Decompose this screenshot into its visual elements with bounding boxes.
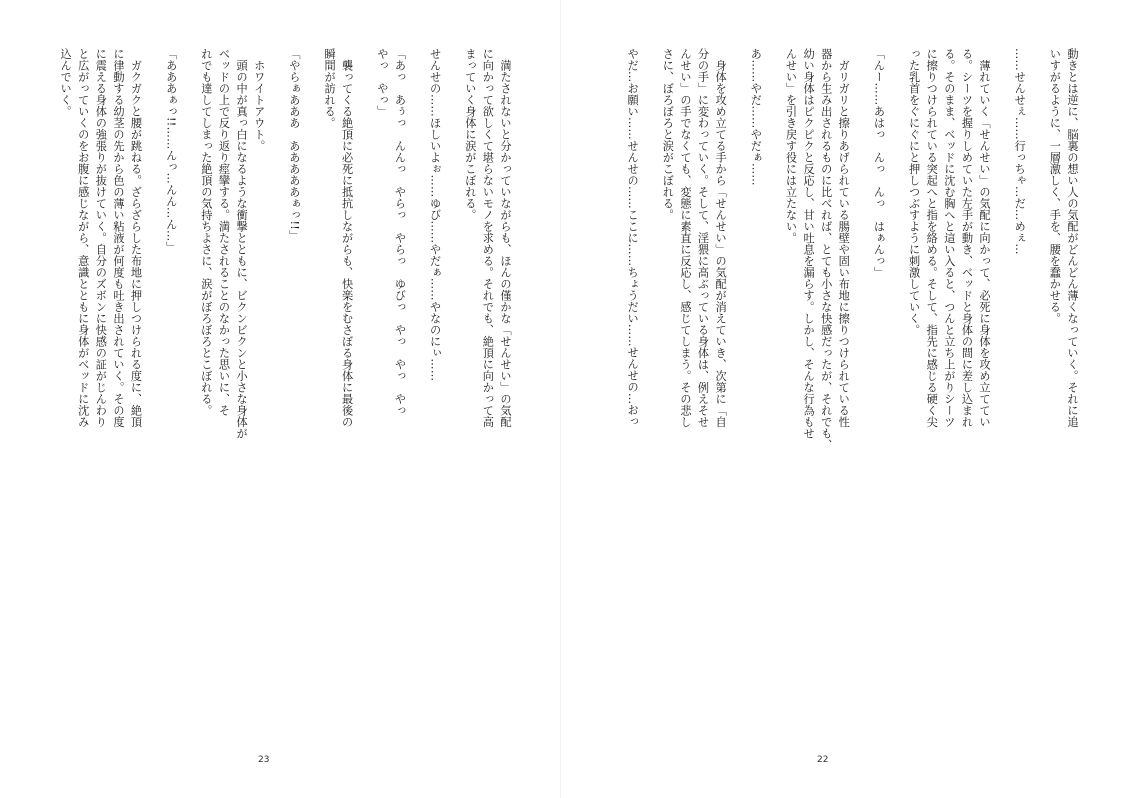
text-line: んせい」の手でなくても、変態に素直に反応し、感じてしまう。その悲し [678,48,692,428]
text-line: ガクガクと腰が跳ねる。ざらざらした布地に押しつけられる度に、絶頂 [129,48,143,428]
text-line: やだ…お願い……せんせの……ここに……ちょうだい……せんせの…おっ [626,48,640,428]
text-line: ホワイトアウト。 [252,48,266,152]
text-line [268,48,286,728]
text-line: 襲ってくる絶頂に必死に抵抗しながらも、快楽をむさぼる身体に最後の [340,48,354,428]
text-line [852,48,870,728]
page-number: 23 [258,755,270,765]
text-line: あ……やだ……やだぁ…… [749,48,763,186]
text-line: 「あっ あぅっ んんっ やらっ やらっ ゆびっ やっ やっ やっ [393,48,407,416]
text-line: 「あああぁっ!!……んっ…んん…ん…」 [164,48,178,254]
text-line: った乳首をぐにぐにと押しつぶすように刺激していく。 [907,48,921,336]
text-line: に震える身体の強張りが抜けていく。自分のズボンに快感の証がじんわり [94,48,108,428]
text-line: れでも達してしまった絶頂の気持ちよさに、涙がぼろぼろとこぼれる。 [199,48,213,416]
text-line: 分の手」に変わっていく。そして、淫猥に高ぶっている身体は、例えそせ [696,48,710,428]
text-line [764,48,782,728]
text-line [408,48,426,728]
text-line [993,48,1011,728]
text-line: やっ やっ」 [375,48,389,117]
text-line: 器から生み出されるものに比べれば、とても小さな快感だったが、それでも、 [819,48,833,451]
page-number: 22 [817,755,829,765]
text-line: 「やらぁあああ あああああぁっ!!」 [287,48,301,242]
text-line: いすがるように、一層激しく、手を、腰を蠢かせる。 [1048,48,1062,324]
text-line [52,48,57,728]
text-line [887,48,905,728]
text-line: ベッドの上で反り返り痙攣する。満たされることのなかった思いに、そ [217,48,231,416]
text-line: 満たされないと分かっていながらも、ほんの僅かな「せんせい」の気配 [499,48,512,428]
text-line [729,48,747,728]
text-line [303,48,321,728]
left-page-text [52,48,514,728]
text-line: 薄れていく「せんせい」の気配に向かって、必死に身体を攻め立ててい [978,48,992,428]
text-line: ……せんせぇ……行っちゃ…だ…めぇ… [1013,48,1027,255]
text-line: まっていく身体に涙がこぼれる。 [463,48,477,221]
right-page-text [625,48,1081,728]
text-line: る。シーツを握りしめていた左手が動き、ベッドと身体の間に差し込まれ [960,48,974,428]
text-line [1028,48,1046,728]
text-line: 動きとは逆に、脳裏の想い人の気配がどんどん薄くなっていく。それに追 [1066,48,1079,428]
text-line: 込んでいく。 [59,48,73,117]
text-line: 身体を攻め立てる手から「せんせい」の気配が消えていき、次第に「自 [714,48,728,428]
text-line [145,48,163,728]
page-22 [561,0,1122,798]
text-line: 瞬間が訪れる。 [323,48,337,129]
text-line [641,48,659,728]
text-line [444,48,462,728]
text-line: せんせの……ほしいよぉ……ゆび……やだぁ……やなのにぃ…… [428,48,442,382]
text-line: 頭の中が真っ白になるような衝撃とともに、ビクンビクンと小さな身体が [235,48,249,439]
text-line: に向かって欲しくて堪らないモノを求める。それでも、絶頂に向かって高 [481,48,495,428]
text-line: 幼い身体はピクピクと反応し、甘い吐息を漏らす。しかし、そんな行為もせ [802,48,816,439]
text-line: んせい」を引き戻す役には立たない。 [784,48,798,244]
text-line: る。そのまま、ベッドに沈む胸へと這い入ると、つんと立ち上がりシーツ [942,48,956,428]
text-line: に擦りつけられている突起へと指を絡める。そして、指先に感じる硬く尖 [925,48,939,428]
text-line [356,48,374,728]
text-line: さに、ぼろぼろと涙がこぼれる。 [661,48,675,221]
text-line: ガリガリと擦りあげられている腸壁や固い布地に擦りつけられている性 [837,48,851,428]
text-line: と広がっていくのをお腹に感じながら、意識とともに身体がベッドに沈み [76,48,90,428]
text-line [180,48,198,728]
text-line: に律動する幼茎の先から色の薄い粘液が何度も吐き出されていく。その度 [111,48,125,428]
text-line: 「んー……あはっ んっ んっ はぁんっ」 [872,48,886,278]
